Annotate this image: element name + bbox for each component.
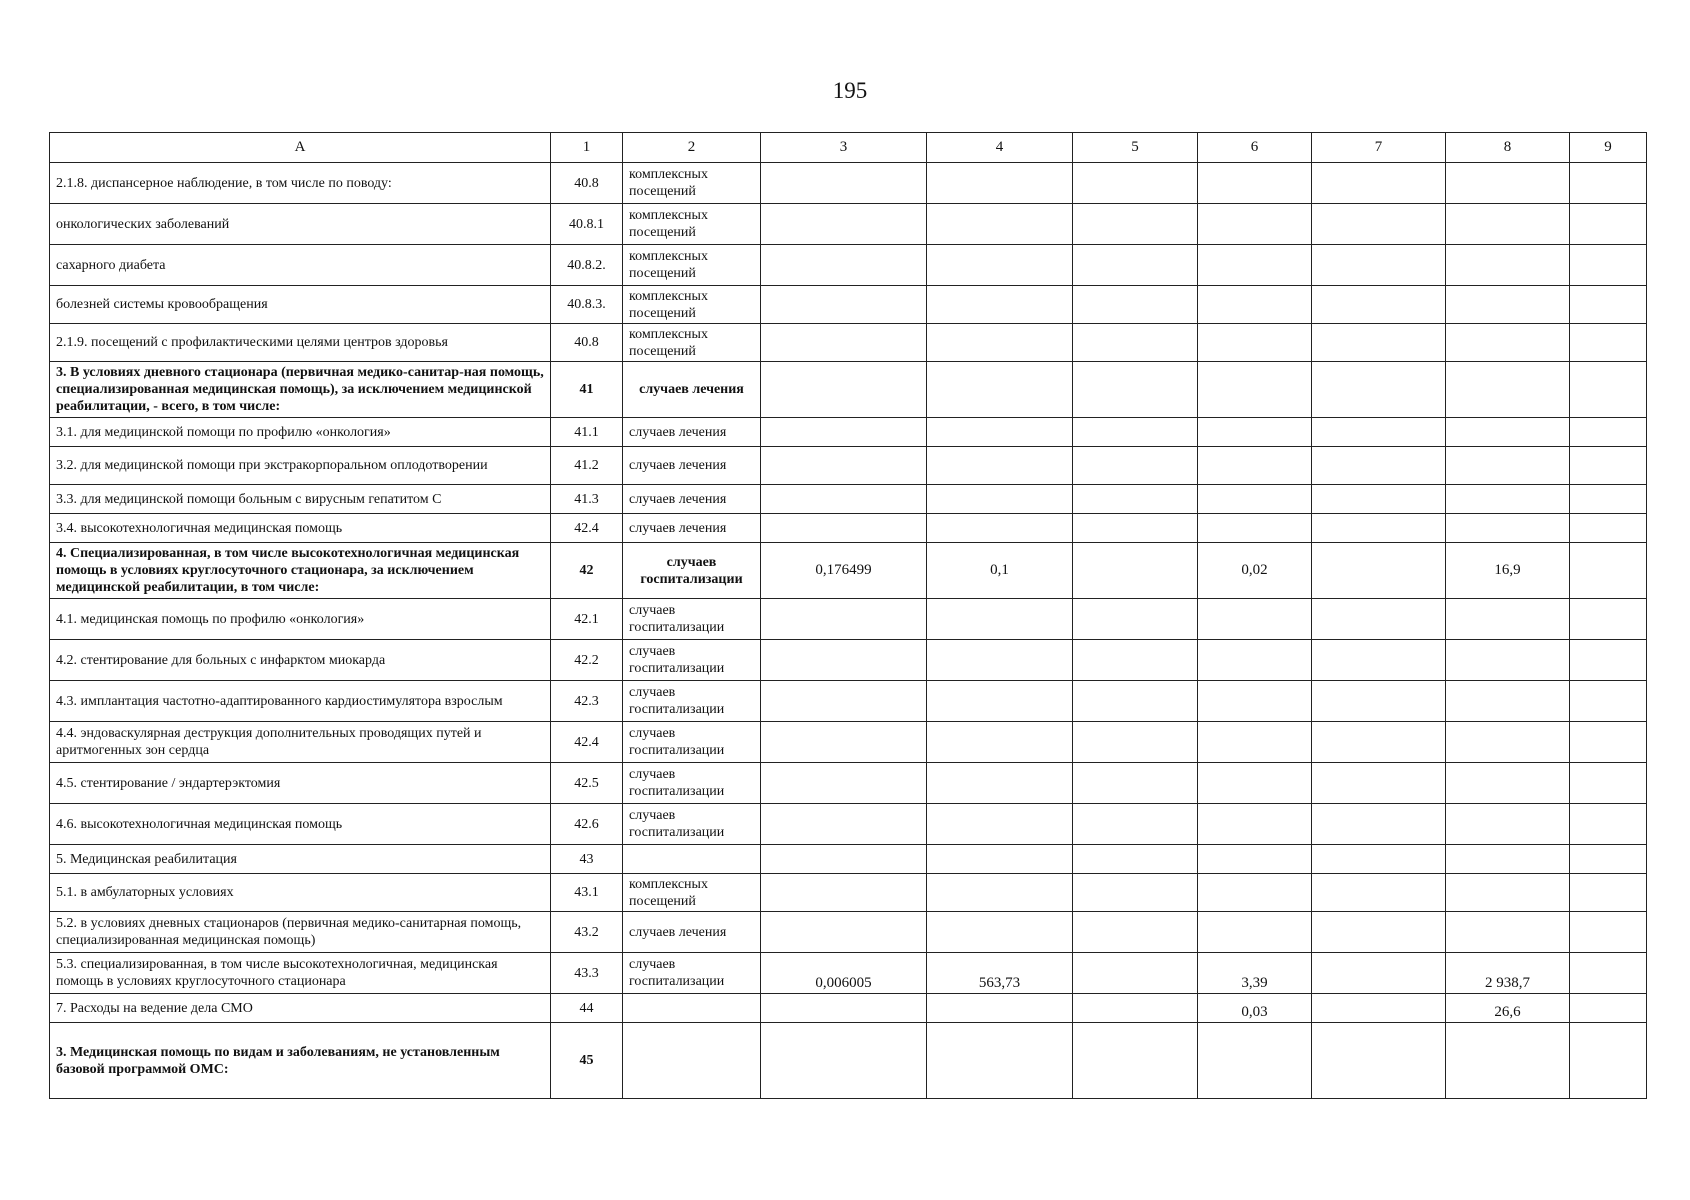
column-header: 6 [1198,133,1312,163]
row-value-col-7 [1312,804,1446,845]
row-value-col-3 [761,804,927,845]
row-value-col-9 [1570,1023,1647,1099]
row-value-col-8: 26,6 [1446,994,1570,1023]
table-body [50,163,1647,1099]
row-value-col-5 [1073,447,1198,485]
row-value-col-3 [761,874,927,912]
row-value-col-9 [1570,994,1647,1023]
row-name: 5. Медицинская реабилитация [50,845,551,874]
row-value-col-4 [927,763,1073,804]
row-name: 7. Расходы на ведение дела СМО [50,994,551,1023]
row-value-col-8 [1446,874,1570,912]
row-value-col-8 [1446,804,1570,845]
row-value-col-7 [1312,953,1446,994]
row-unit: случаев госпитализации [623,722,761,763]
row-code: 42 [551,543,623,599]
row-value-col-4 [927,722,1073,763]
row-value-col-5 [1073,804,1198,845]
table-row [50,599,1647,640]
column-header: 5 [1073,133,1198,163]
row-value-col-5 [1073,204,1198,245]
row-unit: случаев госпитализации [623,953,761,994]
row-value-col-5 [1073,681,1198,722]
row-value-col-9 [1570,722,1647,763]
row-unit: случаев госпитализации [623,599,761,640]
row-value-col-7 [1312,543,1446,599]
row-value-col-9 [1570,163,1647,204]
row-unit: случаев лечения [623,447,761,485]
row-value-col-3 [761,722,927,763]
row-value-col-6: 0,03 [1198,994,1312,1023]
table-row [50,418,1647,447]
table-row [50,286,1647,324]
row-code: 43.2 [551,912,623,953]
row-value-col-9 [1570,763,1647,804]
row-name: болезней системы кровообращения [50,286,551,324]
row-value-col-8: 2 938,7 [1446,953,1570,994]
row-value-col-6 [1198,485,1312,514]
row-value-col-6 [1198,418,1312,447]
row-value-col-6 [1198,245,1312,286]
row-value-col-9 [1570,681,1647,722]
row-value-col-6 [1198,362,1312,418]
row-value-col-7 [1312,994,1446,1023]
row-value-col-6 [1198,845,1312,874]
table-row [50,163,1647,204]
row-value-col-4 [927,804,1073,845]
row-value-col-9 [1570,204,1647,245]
table-row [50,912,1647,953]
column-header: 1 [551,133,623,163]
row-value-col-3 [761,599,927,640]
row-value-col-9 [1570,485,1647,514]
row-value-col-4 [927,874,1073,912]
row-value-col-7 [1312,447,1446,485]
row-value-col-5 [1073,514,1198,543]
row-code: 40.8.1 [551,204,623,245]
row-value-col-4 [927,245,1073,286]
row-value-col-8 [1446,286,1570,324]
row-value-col-3 [761,994,927,1023]
row-value-col-9 [1570,912,1647,953]
row-code: 42.6 [551,804,623,845]
row-value-col-4 [927,362,1073,418]
row-value-col-3 [761,418,927,447]
row-unit: случаев госпитализации [623,804,761,845]
table-row [50,447,1647,485]
row-value-col-3 [761,640,927,681]
row-value-col-9 [1570,640,1647,681]
row-value-col-9 [1570,874,1647,912]
row-name: 4. Специализированная, в том числе высокотехнологичная медицинская помощь в условиях круглосуточного стационара, за исключением медицинской реабилитации, в том числе: [50,543,551,599]
row-value-col-4 [927,912,1073,953]
row-code: 45 [551,1023,623,1099]
row-code: 42.5 [551,763,623,804]
row-unit: комплексных посещений [623,286,761,324]
row-value-col-9 [1570,286,1647,324]
row-code: 40.8.2. [551,245,623,286]
row-code: 44 [551,994,623,1023]
row-name: 4.1. медицинская помощь по профилю «онкология» [50,599,551,640]
row-unit: комплексных посещений [623,204,761,245]
row-name: 3.2. для медицинской помощи при экстракорпоральном оплодотворении [50,447,551,485]
row-value-col-5 [1073,362,1198,418]
row-code: 43.3 [551,953,623,994]
row-name: онкологических заболеваний [50,204,551,245]
row-value-col-4: 563,73 [927,953,1073,994]
row-value-col-8 [1446,204,1570,245]
row-value-col-7 [1312,763,1446,804]
table-row [50,204,1647,245]
row-name: 3.1. для медицинской помощи по профилю «онкология» [50,418,551,447]
row-value-col-9 [1570,514,1647,543]
row-value-col-5 [1073,543,1198,599]
row-code: 42.4 [551,514,623,543]
table-row [50,845,1647,874]
row-unit: случаев госпитализации [623,763,761,804]
row-value-col-6 [1198,681,1312,722]
row-value-col-9 [1570,418,1647,447]
table-row [50,543,1647,599]
row-value-col-6 [1198,912,1312,953]
row-value-col-3 [761,324,927,362]
row-value-col-4 [927,640,1073,681]
row-code: 42.4 [551,722,623,763]
row-value-col-6 [1198,204,1312,245]
table-row [50,485,1647,514]
row-value-col-3 [761,912,927,953]
row-unit: случаев лечения [623,418,761,447]
row-value-col-8 [1446,245,1570,286]
row-value-col-9 [1570,953,1647,994]
report-table [49,132,1647,1099]
column-header: 4 [927,133,1073,163]
row-name: 3.3. для медицинской помощи больным с вирусным гепатитом С [50,485,551,514]
row-value-col-5 [1073,722,1198,763]
row-value-col-4 [927,418,1073,447]
row-value-col-6 [1198,804,1312,845]
row-value-col-8 [1446,1023,1570,1099]
row-unit [623,994,761,1023]
row-value-col-8 [1446,362,1570,418]
row-value-col-5 [1073,953,1198,994]
row-code: 42.3 [551,681,623,722]
row-value-col-5 [1073,245,1198,286]
row-value-col-4 [927,324,1073,362]
table-row [50,804,1647,845]
row-value-col-4 [927,485,1073,514]
row-value-col-3 [761,1023,927,1099]
row-value-col-7 [1312,640,1446,681]
row-name: 2.1.8. диспансерное наблюдение, в том числе по поводу: [50,163,551,204]
row-value-col-3 [761,204,927,245]
row-value-col-8 [1446,845,1570,874]
row-unit: случаев лечения [623,362,761,418]
row-value-col-3 [761,763,927,804]
table-row [50,681,1647,722]
page-number: 195 [832,78,868,103]
header-row [50,133,1647,163]
row-value-col-5 [1073,640,1198,681]
row-value-col-7 [1312,874,1446,912]
row-value-col-6 [1198,874,1312,912]
table-row [50,763,1647,804]
row-code: 42.1 [551,599,623,640]
row-value-col-4 [927,994,1073,1023]
row-value-col-4 [927,447,1073,485]
row-code: 42.2 [551,640,623,681]
row-name: 3. В условиях дневного стационара (первичная медико-санитар-ная помощь, специализированная медицинская помощь), за исключением медицинской реабилитации, - всего, в том числе: [50,362,551,418]
row-value-col-3 [761,362,927,418]
row-name: 4.5. стентирование / эндартерэктомия [50,763,551,804]
row-value-col-9 [1570,447,1647,485]
table-row [50,953,1647,994]
row-value-col-3: 0,176499 [761,543,927,599]
row-value-col-5 [1073,599,1198,640]
row-unit: случаев госпитализации [623,640,761,681]
row-value-col-8 [1446,722,1570,763]
row-value-col-9 [1570,804,1647,845]
column-header: 8 [1446,133,1570,163]
row-value-col-6 [1198,447,1312,485]
row-code: 40.8 [551,163,623,204]
row-unit [623,1023,761,1099]
row-value-col-8 [1446,763,1570,804]
row-value-col-9 [1570,543,1647,599]
row-unit: комплексных посещений [623,874,761,912]
row-value-col-7 [1312,362,1446,418]
row-code: 41 [551,362,623,418]
row-value-col-7 [1312,163,1446,204]
row-name: 4.2. стентирование для больных с инфарктом миокарда [50,640,551,681]
row-value-col-4 [927,845,1073,874]
row-name: 5.3. специализированная, в том числе высокотехнологичная, медицинская помощь в условиях круглосуточного стационара [50,953,551,994]
row-value-col-6 [1198,286,1312,324]
row-value-col-8: 16,9 [1446,543,1570,599]
row-name: сахарного диабета [50,245,551,286]
row-value-col-4: 0,1 [927,543,1073,599]
row-value-col-7 [1312,1023,1446,1099]
row-value-col-9 [1570,599,1647,640]
row-value-col-6 [1198,514,1312,543]
row-value-col-3 [761,447,927,485]
row-name: 3. Медицинская помощь по видам и заболеваниям, не установленным базовой программой ОМС: [50,1023,551,1099]
row-value-col-7 [1312,245,1446,286]
table-row [50,1023,1647,1099]
row-value-col-5 [1073,845,1198,874]
row-value-col-6 [1198,163,1312,204]
row-value-col-5 [1073,324,1198,362]
row-value-col-5 [1073,286,1198,324]
row-value-col-9 [1570,362,1647,418]
row-code: 40.8 [551,324,623,362]
row-value-col-7 [1312,418,1446,447]
row-code: 43.1 [551,874,623,912]
row-code: 41.2 [551,447,623,485]
row-value-col-6 [1198,324,1312,362]
row-value-col-6: 0,02 [1198,543,1312,599]
row-value-col-6: 3,39 [1198,953,1312,994]
row-unit: комплексных посещений [623,245,761,286]
row-value-col-5 [1073,1023,1198,1099]
row-name: 2.1.9. посещений с профилактическими целями центров здоровья [50,324,551,362]
row-value-col-8 [1446,485,1570,514]
row-code: 41.3 [551,485,623,514]
row-name: 4.4. эндоваскулярная деструкция дополнительных проводящих путей и аритмогенных зон сердца [50,722,551,763]
row-value-col-7 [1312,485,1446,514]
column-header: 9 [1570,133,1647,163]
row-value-col-3 [761,245,927,286]
row-value-col-7 [1312,324,1446,362]
row-value-col-3: 0,006005 [761,953,927,994]
row-value-col-6 [1198,599,1312,640]
row-value-col-7 [1312,912,1446,953]
row-value-col-8 [1446,599,1570,640]
row-unit: случаев лечения [623,514,761,543]
row-unit: случаев лечения [623,485,761,514]
row-value-col-5 [1073,912,1198,953]
row-value-col-8 [1446,640,1570,681]
row-value-col-3 [761,845,927,874]
row-code: 43 [551,845,623,874]
row-value-col-3 [761,485,927,514]
row-value-col-4 [927,204,1073,245]
table-row [50,874,1647,912]
row-value-col-7 [1312,722,1446,763]
row-value-col-4 [927,514,1073,543]
row-value-col-6 [1198,640,1312,681]
row-value-col-8 [1446,912,1570,953]
row-value-col-4 [927,599,1073,640]
table-row [50,722,1647,763]
row-unit: случаев госпитализации [623,681,761,722]
row-name: 4.6. высокотехнологичная медицинская помощь [50,804,551,845]
table-row [50,362,1647,418]
row-value-col-5 [1073,163,1198,204]
row-value-col-5 [1073,994,1198,1023]
row-name: 4.3. имплантация частотно-адаптированного кардиостимулятора взрослым [50,681,551,722]
table-row [50,324,1647,362]
row-value-col-4 [927,286,1073,324]
column-header: 2 [623,133,761,163]
table-row [50,640,1647,681]
row-value-col-8 [1446,324,1570,362]
row-value-col-8 [1446,681,1570,722]
row-value-col-3 [761,681,927,722]
row-value-col-6 [1198,1023,1312,1099]
row-value-col-7 [1312,681,1446,722]
row-code: 40.8.3. [551,286,623,324]
row-value-col-8 [1446,163,1570,204]
row-value-col-7 [1312,599,1446,640]
row-unit: случаев госпитализации [623,543,761,599]
row-value-col-7 [1312,845,1446,874]
row-value-col-3 [761,286,927,324]
row-value-col-4 [927,681,1073,722]
row-value-col-4 [927,163,1073,204]
row-value-col-9 [1570,245,1647,286]
row-unit: комплексных посещений [623,324,761,362]
row-unit: комплексных посещений [623,163,761,204]
row-code: 41.1 [551,418,623,447]
table-row [50,994,1647,1023]
column-header: А [50,133,551,163]
row-value-col-7 [1312,204,1446,245]
row-value-col-5 [1073,874,1198,912]
row-value-col-5 [1073,763,1198,804]
row-value-col-8 [1446,418,1570,447]
row-name: 5.1. в амбулаторных условиях [50,874,551,912]
row-name: 3.4. высокотехнологичная медицинская помощь [50,514,551,543]
row-value-col-8 [1446,447,1570,485]
column-header: 3 [761,133,927,163]
row-value-col-3 [761,163,927,204]
row-value-col-4 [927,1023,1073,1099]
table-row [50,245,1647,286]
row-name: 5.2. в условиях дневных стационаров (первичная медико-санитарная помощь, специализированная медицинская помощь) [50,912,551,953]
row-unit [623,845,761,874]
row-value-col-7 [1312,286,1446,324]
row-value-col-3 [761,514,927,543]
row-value-col-7 [1312,514,1446,543]
row-value-col-9 [1570,324,1647,362]
row-value-col-5 [1073,418,1198,447]
row-value-col-6 [1198,722,1312,763]
row-value-col-8 [1446,514,1570,543]
table-row [50,514,1647,543]
row-value-col-9 [1570,845,1647,874]
row-unit: случаев лечения [623,912,761,953]
row-value-col-6 [1198,763,1312,804]
column-header: 7 [1312,133,1446,163]
row-value-col-5 [1073,485,1198,514]
